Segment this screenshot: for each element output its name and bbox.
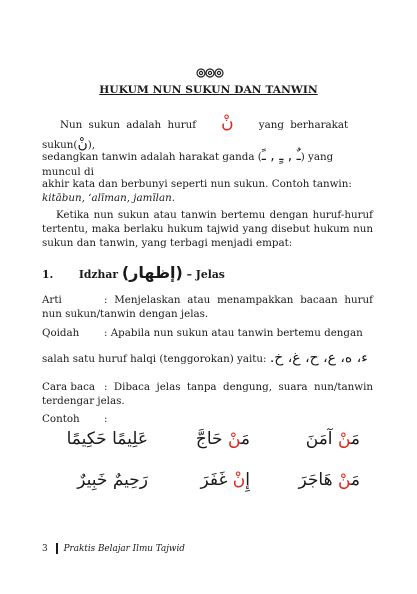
contoh-label: Contoh <box>42 413 80 425</box>
intro-text: yang berharakat sukun( <box>42 119 349 151</box>
example-word: إِنْ غَفَرَ <box>200 470 250 490</box>
contoh-line <box>42 413 373 427</box>
intro-text: sedangkan tanwin adalah harakat ganda ( <box>42 151 262 163</box>
page-footer <box>42 543 185 556</box>
footer-divider <box>56 543 58 554</box>
section-suffix: – Jelas <box>186 268 225 281</box>
qoidah-text: salah satu huruf halqi (tenggorokan) yaitu: <box>42 353 267 365</box>
intro-text: ) yang muncul di <box>42 151 334 178</box>
example-word: رَحِيمٌ خَبِيرٌ <box>77 470 148 490</box>
contoh-colon: : <box>104 413 108 425</box>
qoidah-line-2 <box>42 349 373 368</box>
section-number: 1. <box>42 268 54 281</box>
arti-definition <box>42 294 373 322</box>
intro-paragraph-4: Ketika nun sukun atau tanwin bertemu dengan huruf-huruf tertentu, maka berlaku hukum tajwid yang disebut hukum nun sukun dan tanwin, yang terbagi menjadi empat: <box>42 209 373 249</box>
cara-label: Cara baca <box>42 381 95 393</box>
section-name: Idzhar <box>78 268 119 281</box>
sukun-example: نْ <box>77 135 88 152</box>
arti-text: : Menjelaskan atau menampakkan bacaan huruf nun sukun/tanwin dengan jelas. <box>42 294 373 320</box>
example-word: عَلِيمًا حَكِيمًا <box>66 429 148 449</box>
intro-text: Nun sukun adalah huruf <box>60 119 197 131</box>
cara-baca <box>42 381 373 409</box>
tanwin-examples: kitābun, ‘alīman, jamīlan. <box>42 191 176 204</box>
nun-sukun-letter: نْ <box>221 113 234 133</box>
intro-line-2 <box>42 147 373 180</box>
floral-ornament-icon <box>196 66 224 80</box>
example-word: مَنْ حَاجَّ <box>195 429 250 449</box>
cara-text: : Dibaca jelas tanpa dengung, suara nun/tanwin terdengar jelas. <box>42 381 373 407</box>
section-heading <box>42 262 373 284</box>
page-title: HUKUM NUN SUKUN DAN TANWIN <box>99 84 318 96</box>
examples-row-2 <box>60 469 360 495</box>
section-arabic: (إظهار) <box>121 263 183 282</box>
tanwin-marks: ـٌ , ـٍ , ـً <box>261 148 301 164</box>
book-title: Praktis Belajar Ilmu Tajwid <box>63 544 185 554</box>
qoidah-line-1 <box>42 327 373 341</box>
intro-text: ), <box>87 138 96 151</box>
example-word: مَنْ هَاجَرَ <box>298 470 360 490</box>
halqi-letters: ء، ه، ع، ح، غ، خ. <box>269 350 368 366</box>
arti-label: Arti <box>42 294 62 306</box>
intro-line-3 <box>42 178 373 206</box>
qoidah-label: Qoidah <box>42 327 80 339</box>
example-word: مَنْ آمَنَ <box>305 429 360 449</box>
intro-text: akhir kata dan berbunyi seperti nun sukun. Contoh tanwin: <box>42 178 352 190</box>
qoidah-text: : Apabila nun sukun atau tanwin bertemu dengan <box>104 327 363 339</box>
examples-row-1 <box>60 428 360 454</box>
page-number: 3 <box>42 544 48 554</box>
